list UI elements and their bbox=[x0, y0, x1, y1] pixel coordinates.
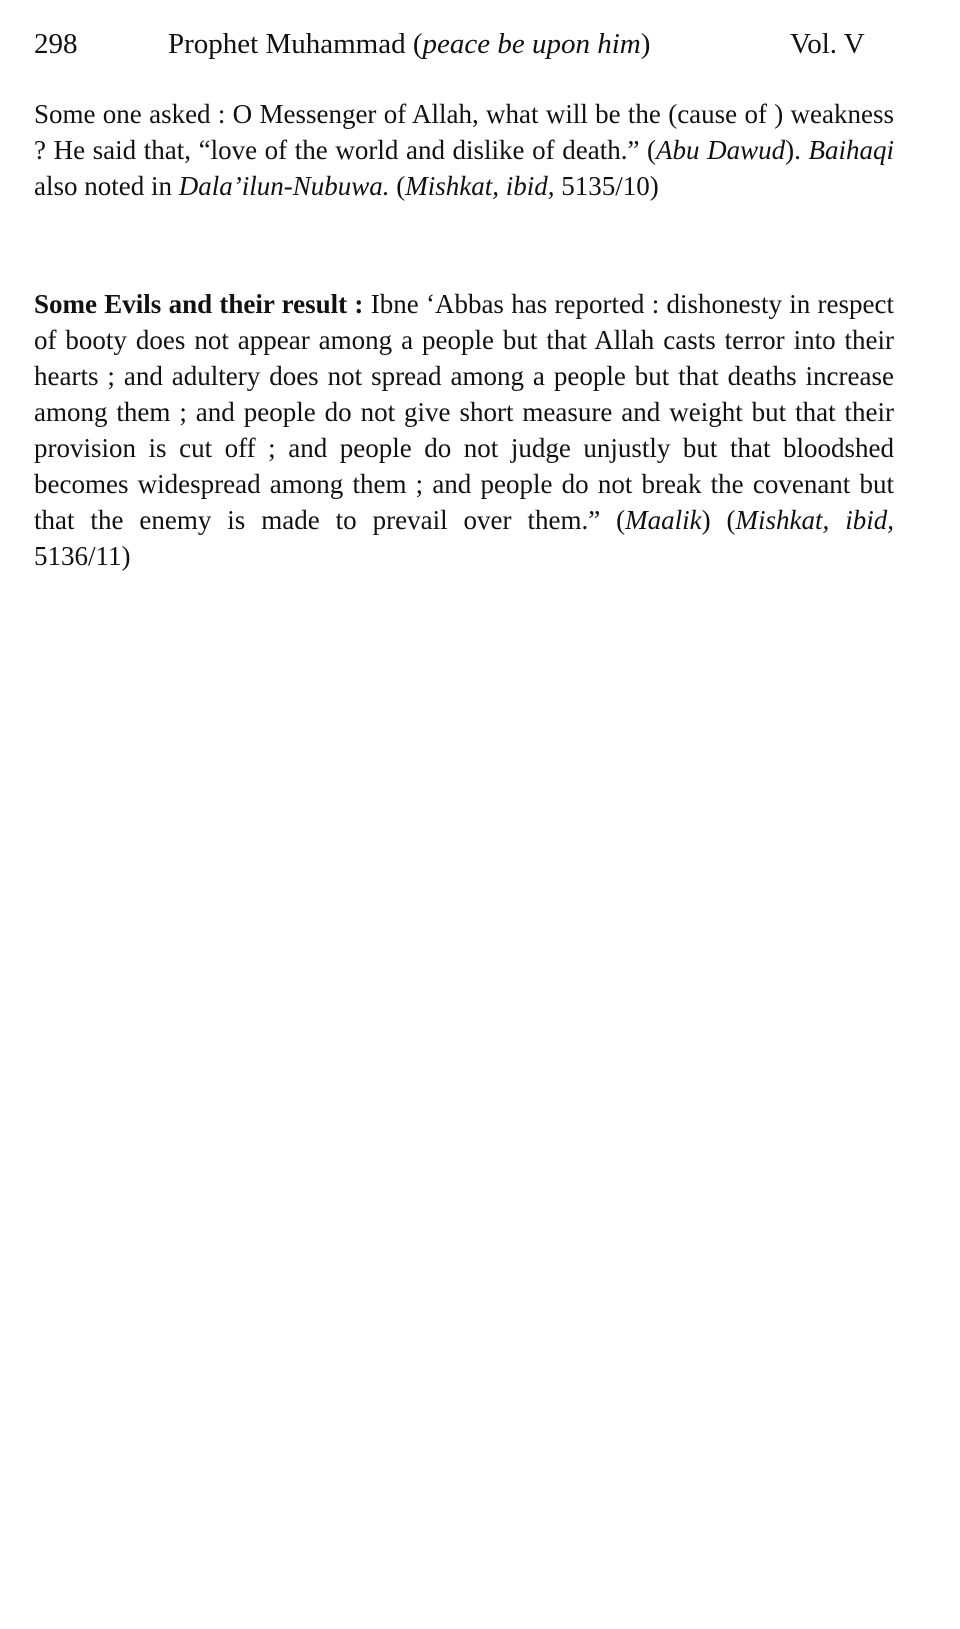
book-title-close: ) bbox=[640, 28, 651, 60]
paragraph1-text-4: ( bbox=[389, 171, 406, 201]
citation-mishkat: Mishkat, ibid, bbox=[405, 171, 555, 201]
page-number: 298 bbox=[34, 28, 78, 60]
book-title-honorific: peace be upon him bbox=[422, 28, 641, 60]
citation-maalik: Maalik bbox=[625, 505, 702, 535]
paragraph1-text-5: 5135/10) bbox=[554, 171, 659, 201]
paragraph2-text-2: ) ( bbox=[701, 505, 736, 535]
volume-label: Vol. V bbox=[790, 28, 865, 60]
paragraph1-text-3: also noted in bbox=[34, 171, 179, 201]
section-heading: Some Evils and their result : bbox=[34, 289, 364, 319]
citation-mishkat: Mishkat, ibid, bbox=[735, 505, 894, 535]
book-title bbox=[168, 24, 650, 64]
book-title-main: Prophet Muhammad ( bbox=[168, 28, 423, 60]
paragraph-weakness bbox=[34, 96, 894, 204]
running-header bbox=[34, 24, 894, 64]
paragraph2-text-1: Ibne ‘Abbas has reported : dishonesty in respect of booty does not appear among a people but that Allah casts terror into their hearts ; and adultery does not spread among a people but that deaths increase among them ; and people do not give short measure and weight but that their provision is cut off ; and people do not judge unjustly but that bloodshed becomes widespread among them ; and people do not break the covenant but that the enemy is made to prevail over them.” ( bbox=[34, 289, 894, 535]
paragraph1-text-1: Some one asked : O Messenger of Allah, what will be the (cause of ) weakness ? He said that, “love of the world and dislike of death.” ( bbox=[34, 99, 894, 165]
paragraph-some-evils bbox=[34, 286, 894, 574]
citation-baihaqi: Baihaqi bbox=[808, 135, 894, 165]
paragraph1-text-2: ). bbox=[785, 135, 809, 165]
citation-abu-dawud: Abu Dawud bbox=[656, 135, 786, 165]
citation-dalailun-nubuwa: Dala’ilun-Nubuwa. bbox=[178, 171, 390, 201]
paragraph2-text-3: 5136/11) bbox=[34, 541, 131, 571]
